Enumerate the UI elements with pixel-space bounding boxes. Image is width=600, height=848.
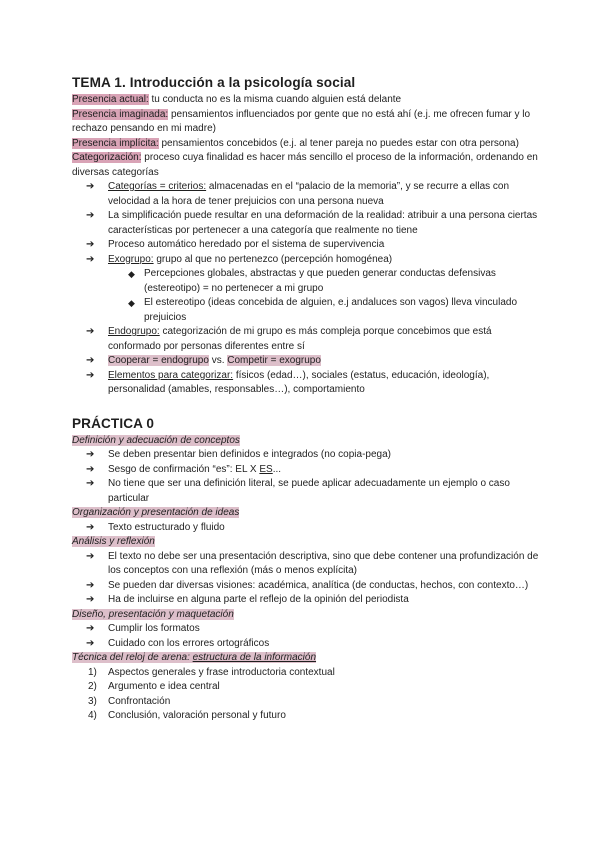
arrow-icon: ➔ bbox=[86, 463, 95, 475]
list-item bbox=[72, 637, 540, 652]
arrow-icon: ➔ bbox=[86, 637, 95, 649]
proceso-text: Proceso automático heredado por el sistema de supervivencia bbox=[108, 239, 385, 250]
list-item bbox=[72, 267, 540, 296]
reloj-list bbox=[72, 666, 540, 724]
list-item bbox=[72, 622, 540, 637]
tema-title: TEMA 1. Introducción a la psicología social bbox=[72, 75, 356, 90]
list-item bbox=[72, 180, 540, 209]
diamond-icon: ◆ bbox=[128, 298, 135, 308]
list-number: 3) bbox=[88, 695, 97, 707]
competir-text: Competir = exogrupo bbox=[227, 355, 321, 366]
list-item bbox=[72, 448, 540, 463]
list-item bbox=[72, 521, 540, 536]
list-item bbox=[72, 680, 540, 695]
presencia-implicita-text: pensamientos concebidos (e.j. al tener pareja no puedes estar con otra persona) bbox=[158, 137, 519, 149]
organizacion-list bbox=[72, 521, 540, 536]
categorizacion bbox=[72, 151, 540, 180]
arrow-icon: ➔ bbox=[86, 326, 95, 337]
presencia-actual-text: tu conducta no es la misma cuando alguien está delante bbox=[148, 94, 402, 105]
arrow-icon: ➔ bbox=[86, 550, 95, 562]
list-item bbox=[72, 238, 540, 253]
diamond-icon: ◆ bbox=[128, 269, 135, 279]
list-item bbox=[72, 579, 540, 594]
arrow-icon: ➔ bbox=[86, 594, 95, 605]
arrow-icon: ➔ bbox=[86, 210, 95, 221]
list-item bbox=[72, 477, 540, 506]
diseno-heading: Diseño, presentación y maquetación bbox=[72, 608, 234, 620]
reloj-heading: Técnica del reloj de arena: bbox=[72, 652, 193, 663]
list-item bbox=[72, 463, 540, 478]
arrow-icon: ➔ bbox=[86, 623, 95, 634]
list-item bbox=[72, 369, 540, 398]
exogrupo-text: grupo al que no pertenezco (percepción homogénea) bbox=[153, 253, 393, 265]
presencia-implicita-term: Presencia implícita: bbox=[72, 137, 159, 149]
sesgo-ellipsis: ... bbox=[272, 463, 282, 475]
section-heading bbox=[72, 434, 540, 449]
presencia-actual-term: Presencia actual: bbox=[72, 94, 149, 105]
simplificacion-text: La simplificación puede resultar en una deformación de la realidad: atribuir a una persona ciertas características por pertenecer a una categoría que realmente no tiene bbox=[108, 210, 538, 236]
section-heading bbox=[72, 651, 540, 666]
arrow-icon: ➔ bbox=[86, 579, 95, 591]
arrow-icon: ➔ bbox=[86, 355, 95, 366]
diseno-item-2: Cuidado con los errores ortográficos bbox=[108, 637, 270, 649]
diseno-item-1: Cumplir los formatos bbox=[108, 623, 200, 634]
presencia-implicita bbox=[72, 137, 540, 152]
practica-title: PRÁCTICA 0 bbox=[72, 415, 155, 431]
endogrupo-term: Endogrupo: bbox=[108, 326, 160, 337]
reloj-item-text: Argumento e idea central bbox=[108, 681, 220, 692]
sesgo-text: Sesgo de confirmación “es”: EL X bbox=[108, 463, 260, 475]
reloj-item-text: Confrontación bbox=[108, 695, 171, 707]
categorias-text: almacenadas en el “palacio de la memoria”, y se recurre a ellas con velocidad a la hora de tener prejuicios con una persona nueva bbox=[108, 181, 510, 207]
sesgo-es: ES bbox=[259, 463, 273, 475]
arrow-icon: ➔ bbox=[86, 181, 95, 192]
list-item bbox=[72, 666, 540, 681]
presencia-imaginada bbox=[72, 108, 540, 137]
organizacion-item-1: Texto estructurado y fluido bbox=[108, 521, 225, 533]
arrow-icon: ➔ bbox=[86, 521, 95, 533]
presencia-imaginada-term: Presencia imaginada: bbox=[72, 108, 169, 120]
exogrupo-sub1: Percepciones globales, abstractas y que pueden generar conductas defensivas (estereotipo) = no pertenecer a mi grupo bbox=[144, 268, 496, 294]
section-heading bbox=[72, 506, 540, 521]
list-item bbox=[72, 209, 540, 238]
categorizacion-text: proceso cuya finalidad es hacer más sencillo el proceso de la información, ordenando en diversas categorías bbox=[72, 152, 538, 178]
analisis-heading: Análisis y reflexión bbox=[72, 536, 155, 547]
section-heading bbox=[72, 535, 540, 550]
organizacion-heading: Organización y presentación de ideas bbox=[72, 507, 240, 518]
analisis-item-1: El texto no debe ser una presentación descriptiva, sino que debe contener una profundización de los conceptos con una reflexión (más o menos explícita) bbox=[108, 550, 539, 576]
list-item bbox=[72, 253, 540, 268]
exogrupo-sub2: El estereotipo (ideas concebida de alguien, e.j andaluces son vagos) lleva vinculado prejuicios bbox=[144, 297, 518, 323]
reloj-heading-underlined: estructura de la información bbox=[192, 652, 317, 663]
reloj-item-text: Conclusión, valoración personal y futuro bbox=[108, 710, 286, 721]
arrow-icon: ➔ bbox=[86, 478, 95, 489]
arrow-icon: ➔ bbox=[86, 253, 95, 265]
analisis-item-3: Ha de incluirse en alguna parte el reflejo de la opinión del periodista bbox=[108, 594, 409, 605]
list-number: 1) bbox=[88, 666, 97, 678]
list-item bbox=[72, 325, 540, 354]
definicion-heading: Definición y adecuación de conceptos bbox=[72, 434, 240, 446]
arrow-icon: ➔ bbox=[86, 369, 95, 381]
diseno-list bbox=[72, 622, 540, 651]
categorizacion-term: Categorización: bbox=[72, 152, 142, 163]
elementos-term: Elementos para categorizar: bbox=[108, 369, 234, 381]
section-heading bbox=[72, 608, 540, 623]
list-number: 4) bbox=[88, 710, 97, 721]
definicion-item-1: Se deben presentar bien definidos e integrados (no copia-pega) bbox=[108, 449, 391, 460]
list-item bbox=[72, 550, 540, 579]
list-item bbox=[72, 709, 540, 724]
exogrupo-term: Exogrupo: bbox=[108, 253, 154, 265]
list-item bbox=[72, 695, 540, 710]
presencia-actual bbox=[72, 93, 540, 108]
elementos-text: físicos (edad…), sociales (estatus, educación, ideología), personalidad (amables, responsables…), comportamiento bbox=[108, 369, 490, 395]
endogrupo-text: categorización de mi grupo es más compleja porque concebimos que está conformado por personas diferentes entre sí bbox=[108, 326, 492, 352]
definicion-item-3: No tiene que ser una definición literal, se puede aplicar adecuadamente un ejemplo o caso particular bbox=[108, 478, 510, 504]
analisis-item-2: Se pueden dar diversas visiones: académica, analítica (de conductas, hechos, con contexto…) bbox=[108, 579, 529, 591]
categorias-term: Categorías = criterios: bbox=[108, 181, 207, 192]
vs-text: vs. bbox=[208, 355, 228, 366]
analisis-list bbox=[72, 550, 540, 608]
presencia-imaginada-text: pensamientos influenciados por gente que no está ahí (e.j. me ofrecen fumar y lo rechazo pensando en mi madre) bbox=[72, 108, 531, 134]
categorizacion-list-2 bbox=[72, 325, 540, 398]
exogrupo-sublist bbox=[72, 267, 540, 325]
categorizacion-list bbox=[72, 180, 540, 267]
list-item bbox=[72, 296, 540, 325]
cooperar-text: Cooperar = endogrupo bbox=[108, 355, 209, 366]
list-item bbox=[72, 593, 540, 608]
reloj-item-text: Aspectos generales y frase introductoria contextual bbox=[108, 666, 335, 678]
arrow-icon: ➔ bbox=[86, 239, 95, 250]
definicion-list bbox=[72, 448, 540, 506]
arrow-icon: ➔ bbox=[86, 449, 95, 460]
list-item bbox=[72, 354, 540, 369]
list-number: 2) bbox=[88, 681, 97, 692]
